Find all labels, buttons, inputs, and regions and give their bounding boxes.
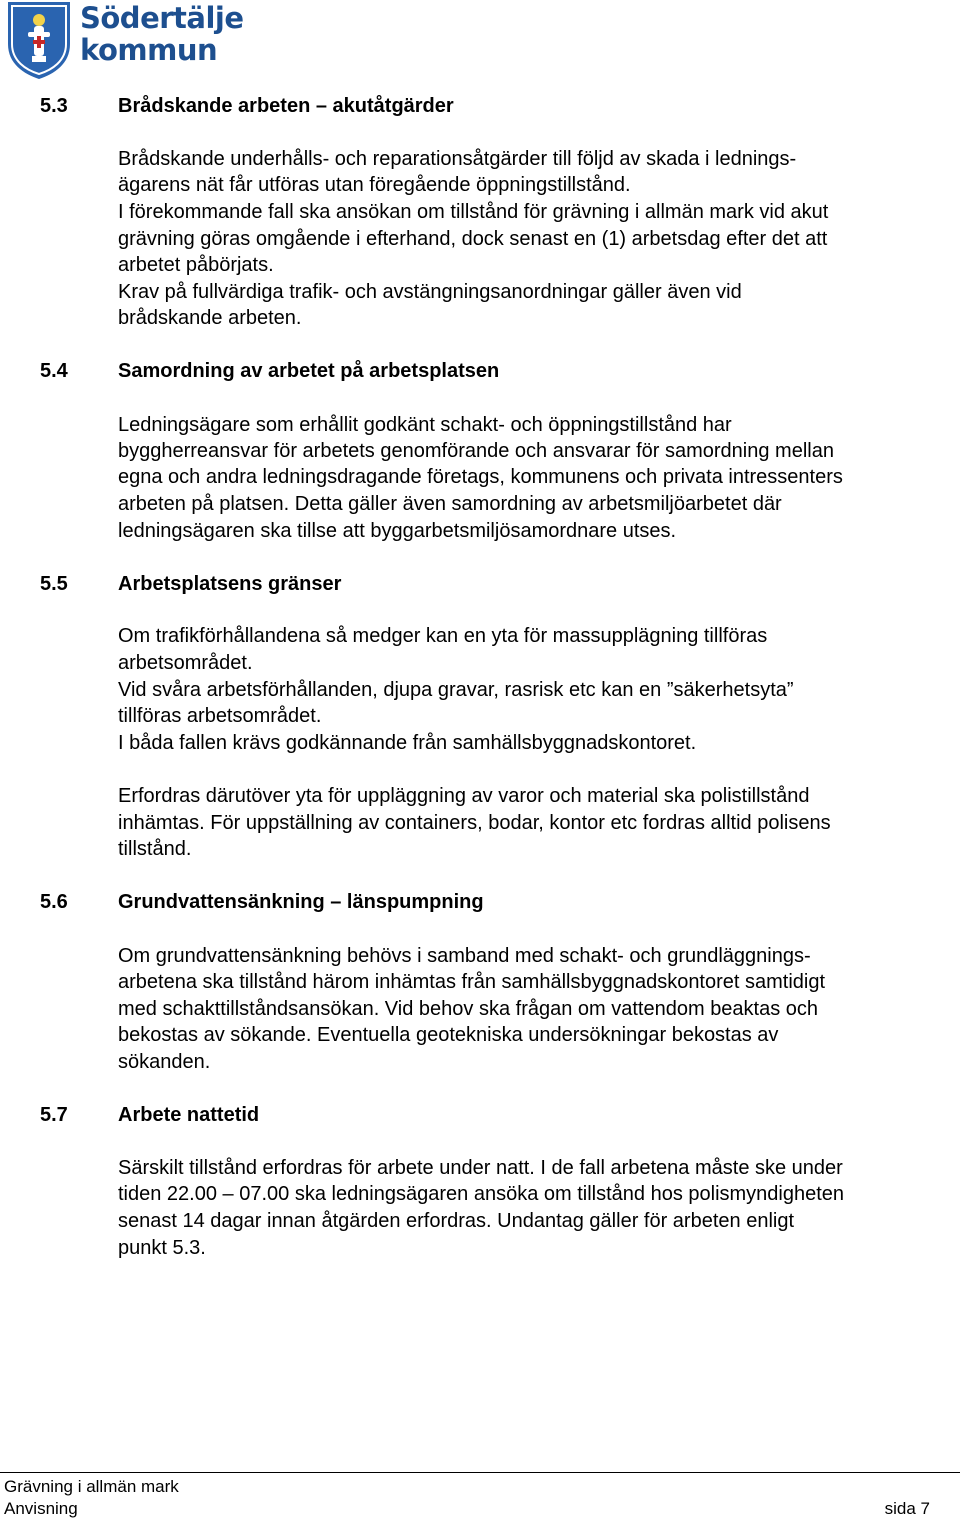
paragraph-line: tillstånd. [118,838,192,860]
paragraph-line: tillföras arbetsområdet. [118,705,322,727]
paragraph-line: sökanden. [118,1051,211,1073]
section-heading: Grundvattensänkning – länspumpning [118,891,484,913]
paragraph-line: Erfordras därutöver yta för uppläggning av varor och material ska polistillstånd [118,785,810,807]
section-number: 5.6 [40,891,68,913]
shield-icon [4,0,74,80]
section-heading: Brådskande arbeten – akutåtgärder [118,95,454,117]
logo [2,0,242,80]
paragraph-line: arbetena ska tillstånd härom inhämtas från samhällsbyggnadskontoret samtidigt [118,971,826,993]
paragraph-line: med schakttillståndsansökan. Vid behov ska frågan om vattendom beaktas och [118,998,819,1020]
section-number: 5.7 [40,1104,68,1126]
paragraph-line: Särskilt tillstånd erfordras för arbete under natt. I de fall arbetena måste ske under [118,1157,843,1179]
paragraph-line: punkt 5.3. [118,1237,206,1259]
footer-divider [0,1472,960,1473]
section-number: 5.4 [40,360,68,382]
logo-wordmark [80,2,244,66]
paragraph-line: bekostas av sökande. Eventuella geotekniska undersökningar bekostas av [118,1024,779,1046]
footer-document-title: Grävning i allmän mark [4,1477,179,1496]
paragraph-line: byggherreansvar för arbetets genomförande och ansvarar för samordning mellan [118,440,834,462]
paragraph-line: Om trafikförhållandena så medger kan en yta för massupplägning tillföras [118,625,768,647]
paragraph-line: ägarens nät får utföras utan föregående öppningstillstånd. [118,174,631,196]
section-number: 5.5 [40,573,68,595]
paragraph-line: egna och andra ledningsdragande företags, kommunens och privata intressenters [118,466,843,488]
paragraph-line: Vid svåra arbetsförhållanden, djupa gravar, rasrisk etc kan en ”säkerhetsyta” [118,679,794,701]
paragraph-line: I båda fallen krävs godkännande från samhällsbyggnadskontoret. [118,732,697,754]
paragraph-line: Om grundvattensänkning behövs i samband med schakt- och grundläggnings- [118,945,811,967]
footer-document-type: Anvisning [4,1499,78,1518]
paragraph-line: brådskande arbeten. [118,307,302,329]
paragraph-line: arbetsområdet. [118,652,253,674]
logo-line-1: Södertälje [80,1,244,35]
paragraph-line: Brådskande underhålls- och reparationsåtgärder till följd av skada i lednings- [118,148,797,170]
section-number: 5.3 [40,95,68,117]
logo-line-2: kommun [80,33,218,67]
paragraph-line: Ledningsägare som erhållit godkänt schakt- och öppningstillstånd har [118,414,732,436]
footer-page-number: sida 7 [884,1499,930,1518]
paragraph-line: Krav på fullvärdiga trafik- och avstängningsanordningar gäller även vid [118,281,742,303]
paragraph-line: senast 14 dagar innan åtgärden erfordras. Undantag gäller för arbeten enligt [118,1210,795,1232]
paragraph-line: grävning göras omgående i efterhand, dock senast en (1) arbetsdag efter det att [118,228,828,250]
paragraph-line: tiden 22.00 – 07.00 ska ledningsägaren ansöka om tillstånd hos polismyndigheten [118,1183,845,1205]
paragraph-line: I förekommande fall ska ansökan om tillstånd för grävning i allmän mark vid akut [118,201,829,223]
section-heading: Arbetsplatsens gränser [118,573,342,595]
section-heading: Samordning av arbetet på arbetsplatsen [118,360,500,382]
paragraph-line: arbeten på platsen. Detta gäller även samordning av arbetsmiljöarbetet där [118,493,782,515]
paragraph-line: inhämtas. För uppställning av containers, bodar, kontor etc fordras alltid polisens [118,812,831,834]
paragraph-line: arbetet påbörjats. [118,254,274,276]
paragraph-line: ledningsägaren ska tillse att byggarbetsmiljösamordnare utses. [118,520,677,542]
section-heading: Arbete nattetid [118,1104,260,1126]
